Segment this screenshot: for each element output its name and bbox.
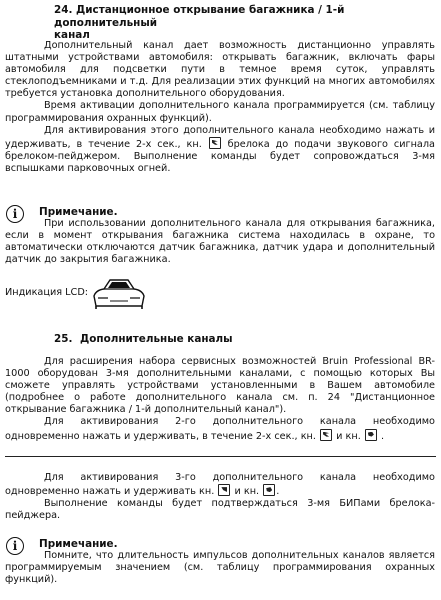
note-1 — [5, 206, 435, 266]
section-divider — [5, 456, 436, 457]
section-25-title: Дополнительные каналы — [80, 333, 233, 345]
section-25-paragraph-4: Выполнение команды будет подтверждаться 3-мя БИПами брелока-пейджера. — [5, 498, 435, 522]
section-24-body — [5, 40, 435, 175]
section-25-paragraph-3: Для активирования 3-го дополнительного канала необходимо одновременно нажать и удерживать кн. и кн. . — [5, 472, 435, 498]
lcd-indication — [5, 287, 88, 299]
section-24-heading — [54, 4, 434, 42]
section-24-paragraph-1: Дополнительный канал дает возможность дистанционно управлять штатными устройствами автомобиля: открывать багажник, включать фары автомобиля для подсветки пути в темное время суток, управлять стеклоподъемниками и т.д. Для реализации этих функций на многих автомобилях требуется установка дополнительного оборудования. — [5, 40, 435, 100]
remote-button-2-icon — [365, 429, 377, 441]
section-25-heading — [54, 333, 233, 346]
note-1-title: Примечание. — [39, 206, 118, 218]
section-24-paragraph-3: Для активирования этого дополнительного канала необходимо нажать и удерживать, в течение 2-х сек., кн. брелока до подачи звукового сигнала брелоком-пейджером. Выполнение команды будет сопровождаться 3-мя вспышками парковочных огней. — [5, 124, 435, 174]
note-2 — [5, 538, 435, 586]
section-24-title-line2: канал — [54, 29, 90, 42]
car-trunk-open-icon — [90, 276, 148, 310]
section-24-paragraph-2: Время активации дополнительного канала программируется (см. таблицу программирования охранных функций). — [5, 100, 435, 124]
section-25-body-continued — [5, 472, 435, 522]
info-icon: i — [6, 205, 24, 223]
section-25-body — [5, 356, 435, 443]
section-24-title-line1: Дистанционное открывание багажника / 1-й дополнительный — [54, 4, 345, 29]
note-2-text: Помните, что длительность импульсов дополнительных каналов является программируемым значением (см. таблицу программирования охранных функций). — [5, 550, 435, 586]
note-2-title: Примечание. — [39, 538, 118, 550]
lcd-label: Индикация LCD: — [5, 287, 89, 298]
remote-button-1-icon — [320, 429, 332, 441]
remote-button-3-icon — [218, 484, 230, 496]
section-24-number: 24. — [54, 4, 73, 16]
section-25-paragraph-1: Для расширения набора сервисных возможностей Bruin Professional BR-1000 оборудован 3-мя дополнительными каналами, с помощью которых Вы сможете управлять устройствами установленными в Вашем автомобиле (подробнее о работе дополнительного канала см. п. 24 "Дистанционное открывание багажника / 1-й дополнительный канал"). — [5, 356, 435, 416]
remote-button-2-icon — [263, 484, 275, 496]
remote-button-1-icon — [209, 137, 221, 149]
section-25-paragraph-2: Для активирования 2-го дополнительного канала необходимо одновременно нажать и удерживать, в течение 2-х сек., кн. и кн. . — [5, 416, 435, 442]
note-1-text: При использовании дополнительного канала для открывания багажника, если в момент открывания багажника система находилась в охране, то автоматически отключаются датчик багажника, датчик удара и дополнительный датчик до закрытия багажника. — [5, 218, 435, 266]
info-icon: i — [6, 537, 24, 555]
section-25-number: 25. — [54, 333, 73, 345]
